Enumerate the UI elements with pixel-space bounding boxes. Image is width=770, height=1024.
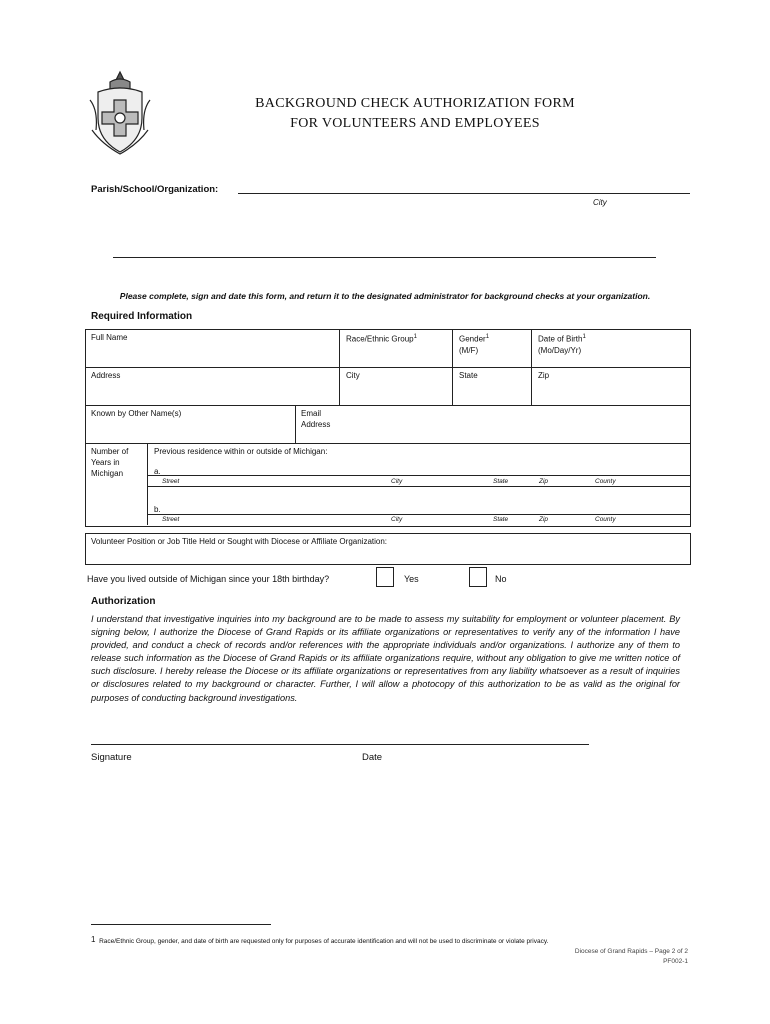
organization-input-line[interactable]: [238, 193, 690, 194]
authorization-heading: Authorization: [91, 596, 156, 607]
gender-label: Gender$^1$ (M/F): [459, 334, 490, 355]
city-label: City: [346, 371, 360, 380]
table-divider: [295, 405, 296, 443]
position-label: Volunteer Position or Job Title Held or Sought with Diocese or Affiliate Organization:: [91, 537, 388, 546]
table-divider: [85, 443, 690, 444]
table-divider: [147, 475, 690, 476]
footnote: 1 Race/Ethnic Group, gender, and date of birth are requested only for purposes of accurate identification and will not be used to discriminate or violate privacy.: [91, 935, 549, 945]
table-divider: [339, 329, 340, 406]
table-divider: [452, 329, 453, 406]
organization-label: Parish/School/Organization:: [91, 184, 219, 195]
street-b-label: Street: [162, 516, 180, 523]
zip-label: Zip: [538, 371, 550, 380]
other-names-label: Known by Other Name(s): [91, 409, 182, 418]
signature-line[interactable]: [91, 744, 589, 745]
address-label: Address: [91, 371, 121, 380]
table-divider: [147, 443, 148, 525]
city-b-label: City: [391, 516, 403, 523]
table-divider: [147, 486, 690, 487]
authorization-text: I understand that investigative inquiries into my background are to be made to assess my suitability for employment or volunteer placement. By signing below, I authorize the Diocese of Grand Rapids or its affiliate organizations or representatives to verify any of the information I have provided, and conduct a check of records and/or references with the appropriate individuals and/or organizations. I authorize any of them to release such information as the Diocese of Grand Rapids or its affiliate organizations require, without any obligation to give me written notice of such disclosure. I hereby release the Diocese or its affiliate organizations or representatives from any liability whatsoever as a result of inquiries or disclosures related to my background or character. Further, I will allow a photocopy of this authorization to be as valid as the original for purposes of conducting background investigations.: [91, 614, 680, 703]
table-divider: [85, 367, 690, 368]
footnote-rule: [91, 924, 271, 925]
table-divider: [147, 514, 690, 515]
zip-a-label: Zip: [539, 478, 549, 485]
county-a-label: County: [595, 478, 616, 485]
date-label: Date: [362, 752, 383, 763]
instructions-text: Please complete, sign and date this form, and return it to the designated administrator for background checks at your organization.: [119, 291, 651, 301]
race-label: Race/Ethnic Group$^1$: [346, 334, 417, 344]
zip-b-label: Zip: [539, 516, 549, 523]
yes-checkbox[interactable]: [376, 567, 394, 587]
page-number: Diocese of Grand Rapids – Page 2 of 2: [574, 948, 688, 955]
full-name-label: Full Name: [91, 333, 128, 342]
row-a-label: a.: [154, 467, 161, 476]
street-a-label: Street: [162, 478, 180, 485]
years-in-michigan-label: Number of Years in Michigan: [91, 447, 129, 478]
form-code: PF002-1: [663, 958, 688, 965]
org-city-label: City: [593, 198, 607, 207]
state-label: State: [459, 371, 478, 380]
diocese-seal-logo: [88, 70, 152, 156]
table-divider: [531, 329, 532, 406]
form-title-line2: FOR VOLUNTEERS AND EMPLOYEES: [290, 116, 540, 131]
form-title-line1: BACKGROUND CHECK AUTHORIZATION FORM: [255, 96, 575, 111]
required-info-table: [85, 329, 691, 527]
no-label: No: [495, 574, 507, 584]
previous-residence-label: Previous residence within or outside of Michigan:: [154, 447, 328, 456]
state-b-label: State: [493, 516, 509, 523]
signature-label: Signature: [91, 752, 132, 763]
required-info-heading: Required Information: [91, 311, 193, 322]
row-b-label: b.: [154, 505, 161, 514]
state-a-label: State: [493, 478, 509, 485]
yes-label: Yes: [404, 574, 419, 584]
email-label: Email Address: [301, 409, 331, 429]
org-second-line[interactable]: [113, 257, 656, 258]
no-checkbox[interactable]: [469, 567, 487, 587]
county-b-label: County: [595, 516, 616, 523]
table-divider: [85, 405, 690, 406]
city-a-label: City: [391, 478, 403, 485]
lived-outside-question: Have you lived outside of Michigan since your 18th birthday?: [87, 574, 330, 584]
dob-label: Date of Birth$^1$ (Mo/Day/Yr): [538, 334, 586, 355]
